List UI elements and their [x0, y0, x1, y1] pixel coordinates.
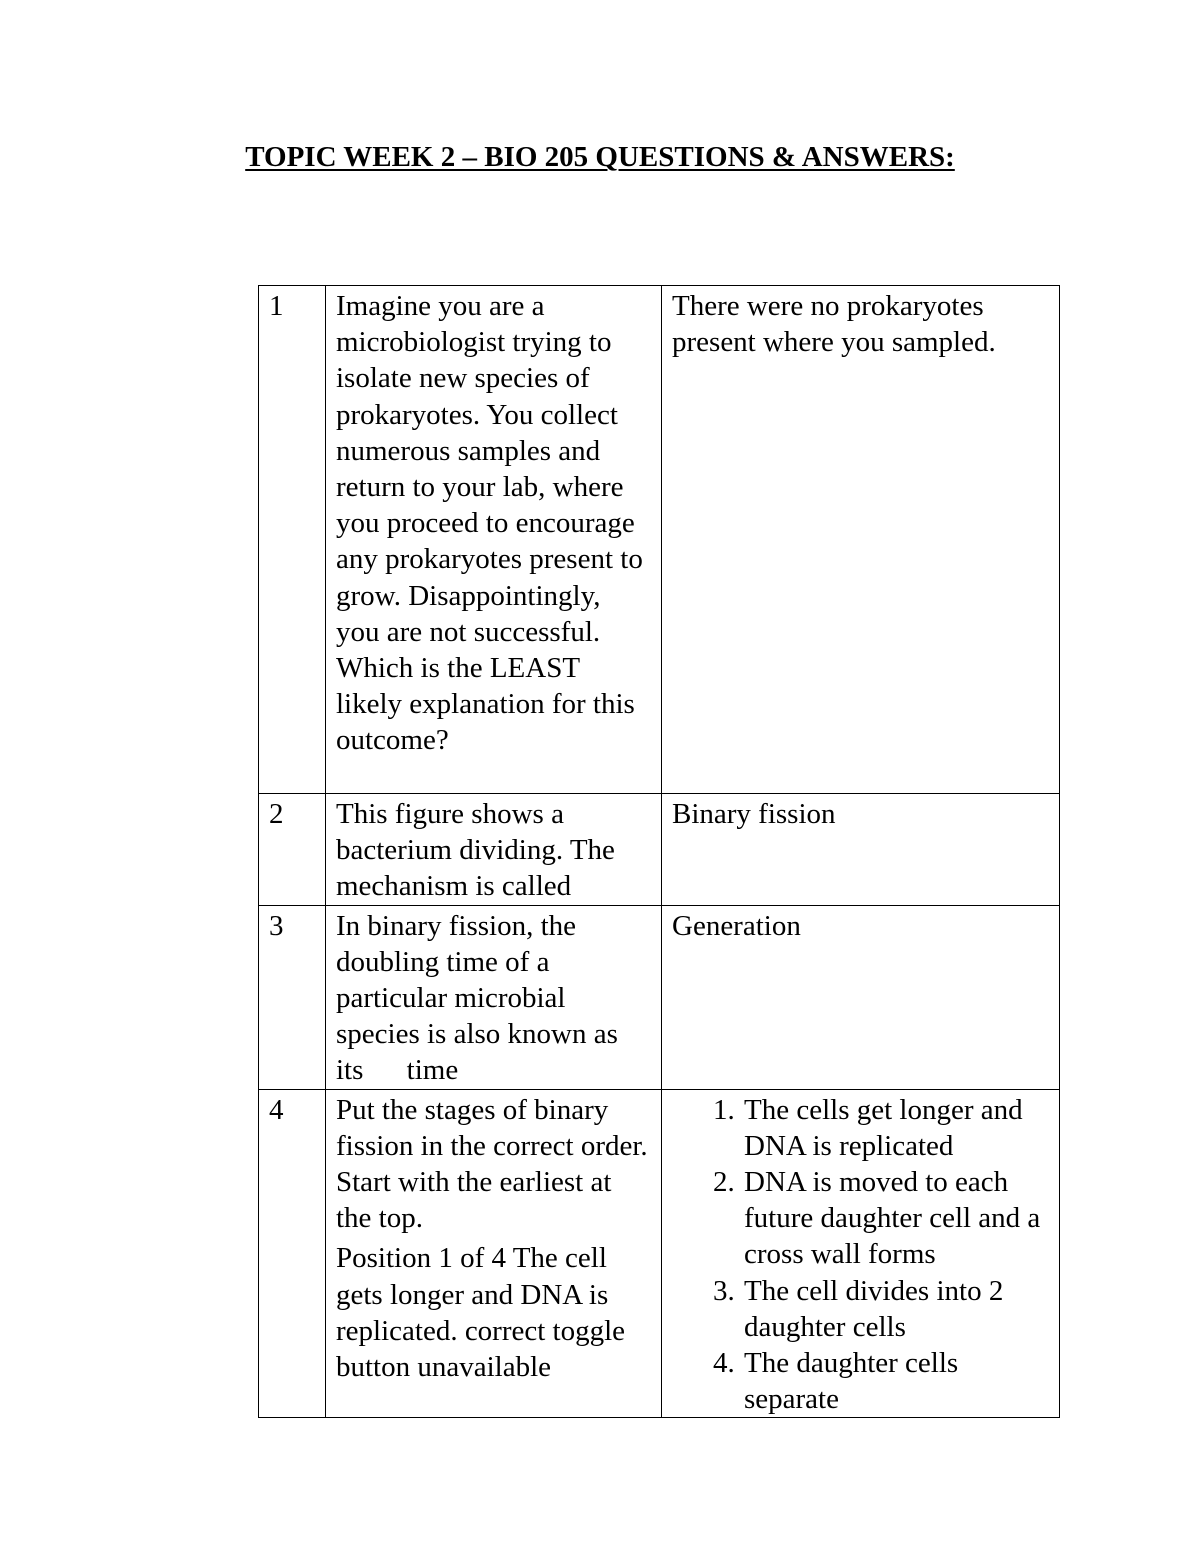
- question-text: Imagine you are a microbiologist trying to isolate new species of prokaryotes. You collect numerous samples and return to your lab, where you proceed to encourage any prokaryotes present to grow. Disappointingly, you are not successful. Which is the LEAST likely explanation for this outcome?: [326, 286, 662, 794]
- question-text: Put the stages of binary fission in the correct order. Start with the earliest at the top.: [336, 1093, 648, 1235]
- question-text-end: time: [406, 1054, 459, 1087]
- question-cell: [326, 1089, 662, 1418]
- question-number: 2: [259, 794, 326, 906]
- qa-table: [258, 285, 1060, 1418]
- answer-text: Generation: [662, 905, 1060, 1089]
- question-number: 3: [259, 905, 326, 1089]
- table-row: [259, 1089, 1060, 1418]
- answer-step: 4. The daughter cells separate: [742, 1345, 1049, 1417]
- question-text: [326, 905, 662, 1089]
- table-row: [259, 286, 1060, 794]
- answer-text: Binary fission: [662, 794, 1060, 906]
- answer-cell: [662, 1089, 1060, 1418]
- answer-step: 1. The cells get longer and DNA is replicated: [742, 1092, 1049, 1164]
- table-row: [259, 905, 1060, 1089]
- document-title: TOPIC WEEK 2 – BIO 205 QUESTIONS & ANSWERS:: [245, 141, 955, 173]
- question-text: This figure shows a bacterium dividing. The mechanism is called: [326, 794, 662, 906]
- answer-text: There were no prokaryotes present where you sampled.: [662, 286, 1060, 794]
- question-text-start: In binary fission, the doubling time of a particular microbial species is also known as its: [336, 909, 618, 1087]
- answer-step: 3. The cell divides into 2 daughter cells: [742, 1273, 1049, 1345]
- table-row: [259, 794, 1060, 906]
- answer-step: 2. DNA is moved to each future daughter cell and a cross wall forms: [742, 1164, 1049, 1273]
- question-number: 1: [259, 286, 326, 794]
- answer-steps-list: [672, 1092, 1049, 1418]
- question-note: Position 1 of 4 The cell gets longer and DNA is replicated. correct toggle button unavailable: [336, 1242, 626, 1384]
- question-number: 4: [259, 1089, 326, 1418]
